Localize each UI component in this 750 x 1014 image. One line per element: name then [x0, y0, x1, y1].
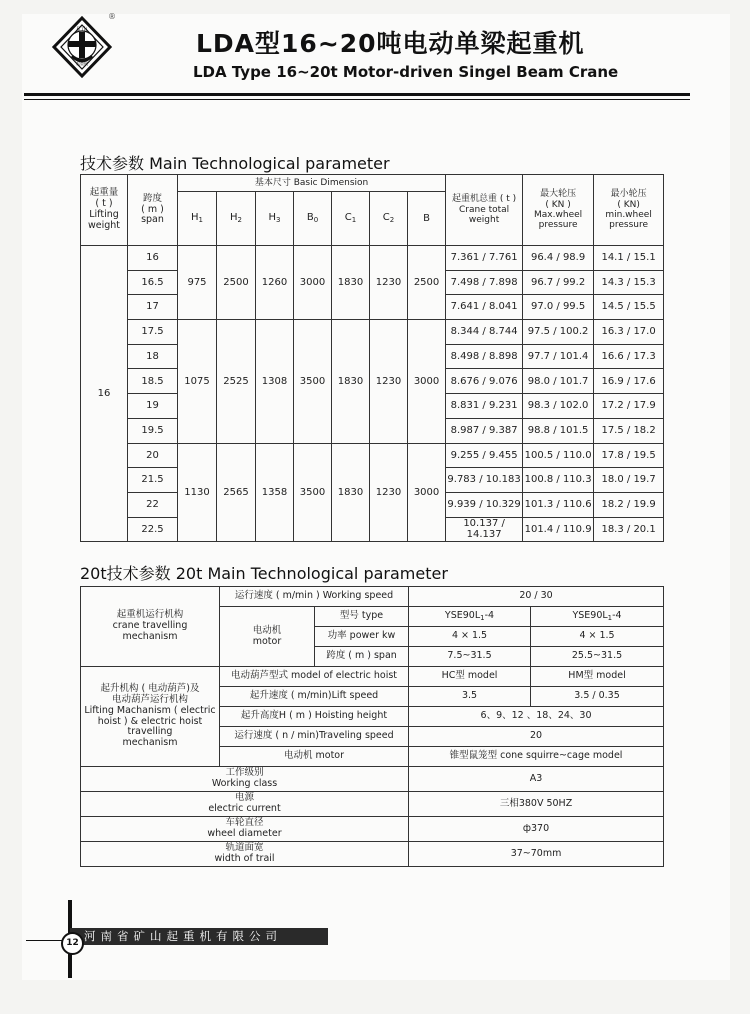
header-max-wheel: 最大轮压 ( KN ) Max.wheel pressure: [523, 175, 594, 246]
dimension-cell-c1: 1830: [332, 443, 370, 542]
span-cell: 16.5: [128, 270, 178, 295]
logo-text: 矿山: [76, 27, 88, 33]
span-cell: 20: [128, 443, 178, 468]
type-b-sub: 1: [607, 613, 613, 622]
weight-cell: 9.255 / 9.455: [446, 443, 523, 468]
lift-speed-label: 起升速度 ( m/min)Lift speed: [220, 687, 409, 707]
min-wheel-cell: 17.8 / 19.5: [594, 443, 664, 468]
span-label: 跨度 ( m ) span: [315, 647, 409, 667]
span-cell: 21.5: [128, 468, 178, 493]
dimension-cell-c2: 1230: [370, 320, 408, 443]
company-logo-icon: [52, 16, 112, 78]
c2-label: C: [382, 212, 390, 224]
running-speed-label: 运行速度 ( m/min ) Working speed: [220, 587, 409, 607]
crane-mech-label: 起重机运行机构 crane travelling mechanism: [81, 587, 220, 667]
hoist-model-a: HC型 model: [409, 667, 531, 687]
weight-cell: 9.783 / 10.183: [446, 468, 523, 493]
h1-label: H: [191, 212, 199, 224]
max-wheel-cell: 98.8 / 101.5: [523, 418, 594, 443]
min-wheel-cell: 18.3 / 20.1: [594, 517, 664, 542]
type-a-tail: -4: [484, 609, 495, 621]
dimension-cell-h2: 2565: [217, 443, 256, 542]
span-cell: 16: [128, 246, 178, 271]
dimension-cell-h1: 975: [178, 246, 217, 320]
current-value: 三相380V 50HZ: [409, 792, 664, 817]
section2-title: 20t技术参数 20t Main Technological parameter: [80, 564, 448, 583]
weight-cell: 7.498 / 7.898: [446, 270, 523, 295]
h3-sub: 3: [276, 216, 281, 225]
power-label: 功率 power kw: [315, 627, 409, 647]
min-wheel-cell: 17.5 / 18.2: [594, 418, 664, 443]
weight-cell: 8.676 / 9.076: [446, 369, 523, 394]
h3-label: H: [268, 212, 277, 224]
hoist-height-value: 6、9、12 、18、24、30: [409, 707, 664, 727]
max-wheel-cell: 98.3 / 102.0: [523, 394, 594, 419]
dimension-cell-b: 3000: [408, 443, 446, 542]
dimension-cell-h3: 1308: [256, 320, 294, 443]
dimension-cell-h1: 1130: [178, 443, 217, 542]
running-speed-value: 20 / 30: [409, 587, 664, 607]
dimension-cell-c2: 1230: [370, 443, 408, 542]
header-lifting-weight: 起重量 ( t ) Lifting weight: [81, 175, 128, 246]
span-cell: 17: [128, 295, 178, 320]
travel-speed-label: 运行速度 ( n / min)Traveling speed: [220, 727, 409, 747]
c1-sub: 1: [351, 216, 357, 225]
min-wheel-cell: 16.6 / 17.3: [594, 344, 664, 369]
max-wheel-cell: 98.0 / 101.7: [523, 369, 594, 394]
weight-cell: 10.137 / 14.137: [446, 517, 523, 542]
power-a: 4 × 1.5: [409, 627, 531, 647]
20t-parameter-table: [80, 586, 664, 867]
company-name: 河南省矿山起重机有限公司: [84, 929, 282, 943]
max-wheel-cell: 97.7 / 101.4: [523, 344, 594, 369]
max-wheel-cell: 101.3 / 110.6: [523, 492, 594, 517]
b0-label: B: [306, 212, 314, 224]
dimension-cell-b: 2500: [408, 246, 446, 320]
min-wheel-cell: 16.3 / 17.0: [594, 320, 664, 345]
travel-speed-value: 20: [409, 727, 664, 747]
min-wheel-cell: 14.3 / 15.3: [594, 270, 664, 295]
header-h1: [178, 192, 217, 246]
min-wheel-cell: 18.2 / 19.9: [594, 492, 664, 517]
dimension-cell-c1: 1830: [332, 246, 370, 320]
weight-cell: 7.361 / 7.761: [446, 246, 523, 271]
min-wheel-cell: 17.2 / 17.9: [594, 394, 664, 419]
max-wheel-cell: 97.5 / 100.2: [523, 320, 594, 345]
c1-label: C: [344, 212, 352, 224]
dimension-cell-b0: 3500: [294, 320, 332, 443]
type-b-tail: -4: [612, 609, 622, 621]
wheel-label: 车轮直径 wheel diameter: [81, 817, 409, 842]
weight-cell: 8.831 / 9.231: [446, 394, 523, 419]
weight-cell: 8.498 / 8.898: [446, 344, 523, 369]
table-row: [81, 320, 664, 345]
min-wheel-cell: 16.9 / 17.6: [594, 369, 664, 394]
min-wheel-cell: 14.1 / 15.1: [594, 246, 664, 271]
lifting-mech-label: 起升机构 ( 电动葫芦)及 电动葫芦运行机构 Lifting Machanism ( electric hoist ) & electric hoist travelling mechanism: [81, 667, 220, 767]
header-h3: [256, 192, 294, 246]
type-a-sub: 1: [480, 613, 485, 622]
registered-mark: ®: [108, 12, 116, 21]
span-cell: 19.5: [128, 418, 178, 443]
header-rule-thick: [24, 93, 690, 96]
max-wheel-cell: 100.8 / 110.3: [523, 468, 594, 493]
c2-sub: 2: [389, 216, 395, 225]
wheel-value: ф370: [409, 817, 664, 842]
weight-cell: 7.641 / 8.041: [446, 295, 523, 320]
table-row: [81, 246, 664, 271]
motor2-label: 电动机 motor: [220, 747, 409, 767]
dimension-cell-b: 3000: [408, 320, 446, 443]
header-b: B: [408, 192, 446, 246]
working-class-value: A3: [409, 767, 664, 792]
weight-cell: 9.939 / 10.329: [446, 492, 523, 517]
table-row: [81, 443, 664, 468]
hoist-model-label: 电动葫芦型式 model of electric hoist: [220, 667, 409, 687]
lifting-weight-cell: 16: [81, 246, 128, 542]
section1-title: 技术参数 Main Technological parameter: [80, 154, 390, 173]
power-b: 4 × 1.5: [531, 627, 664, 647]
title-english: LDA Type 16~20t Motor-driven Singel Beam Crane: [193, 63, 619, 81]
type-b: [531, 607, 664, 627]
header-span: 跨度 ( m ) span: [128, 175, 178, 246]
b0-sub: 0: [313, 216, 319, 225]
header-b0: [294, 192, 332, 246]
main-parameter-table: [80, 174, 664, 542]
dimension-cell-h3: 1260: [256, 246, 294, 320]
dimension-cell-c2: 1230: [370, 246, 408, 320]
working-class-label: 工作级别 Working class: [81, 767, 409, 792]
span-cell: 18: [128, 344, 178, 369]
span-cell: 18.5: [128, 369, 178, 394]
header-basic-dimension: 基本尺寸 Basic Dimension: [178, 175, 446, 192]
motor2-value: 锥型鼠笼型 cone squirre~cage model: [409, 747, 664, 767]
logo-ring-text: 起重机: [76, 61, 88, 66]
max-wheel-cell: 100.5 / 110.0: [523, 443, 594, 468]
dimension-cell-h3: 1358: [256, 443, 294, 542]
weight-cell: 8.344 / 8.744: [446, 320, 523, 345]
h2-sub: 2: [237, 216, 242, 225]
dimension-cell-h2: 2525: [217, 320, 256, 443]
min-wheel-cell: 14.5 / 15.5: [594, 295, 664, 320]
lift-speed-a: 3.5: [409, 687, 531, 707]
min-wheel-cell: 18.0 / 19.7: [594, 468, 664, 493]
footer-company-bar: [70, 928, 328, 945]
span-a: 7.5~31.5: [409, 647, 531, 667]
dimension-cell-c1: 1830: [332, 320, 370, 443]
title-chinese: LDA型16~20吨电动单梁起重机: [196, 29, 585, 58]
span-b: 25.5~31.5: [531, 647, 664, 667]
span-cell: 17.5: [128, 320, 178, 345]
h2-label: H: [230, 212, 238, 224]
dimension-cell-h2: 2500: [217, 246, 256, 320]
type-a-main: YSE90L: [444, 609, 481, 621]
header-c2: [370, 192, 408, 246]
lift-speed-b: 3.5 / 0.35: [531, 687, 664, 707]
weight-cell: 8.987 / 9.387: [446, 418, 523, 443]
type-label: 型号 type: [315, 607, 409, 627]
trail-label: 轨道面宽 width of trail: [81, 842, 409, 867]
type-b-main: YSE90L: [572, 609, 608, 621]
max-wheel-cell: 101.4 / 110.9: [523, 517, 594, 542]
header-min-wheel: 最小轮压 ( KN) min.wheel pressure: [594, 175, 664, 246]
header-c1: [332, 192, 370, 246]
header-h2: [217, 192, 256, 246]
span-cell: 19: [128, 394, 178, 419]
dimension-cell-b0: 3500: [294, 443, 332, 542]
header-rule-thin: [24, 99, 690, 100]
type-a: [409, 607, 531, 627]
motor-label: 电动机 motor: [220, 607, 315, 667]
page-number: 12: [61, 932, 84, 955]
max-wheel-cell: 96.7 / 99.2: [523, 270, 594, 295]
hoist-height-label: 起升高度H ( m ) Hoisting height: [220, 707, 409, 727]
max-wheel-cell: 96.4 / 98.9: [523, 246, 594, 271]
span-cell: 22.5: [128, 517, 178, 542]
dimension-cell-h1: 1075: [178, 320, 217, 443]
current-label: 电源 electric current: [81, 792, 409, 817]
h1-sub: 1: [198, 216, 203, 225]
dimension-cell-b0: 3000: [294, 246, 332, 320]
header-crane-weight: 起重机总重 ( t ) Crane total weight: [446, 175, 523, 246]
hoist-model-b: HM型 model: [531, 667, 664, 687]
max-wheel-cell: 97.0 / 99.5: [523, 295, 594, 320]
trail-value: 37~70mm: [409, 842, 664, 867]
span-cell: 22: [128, 492, 178, 517]
